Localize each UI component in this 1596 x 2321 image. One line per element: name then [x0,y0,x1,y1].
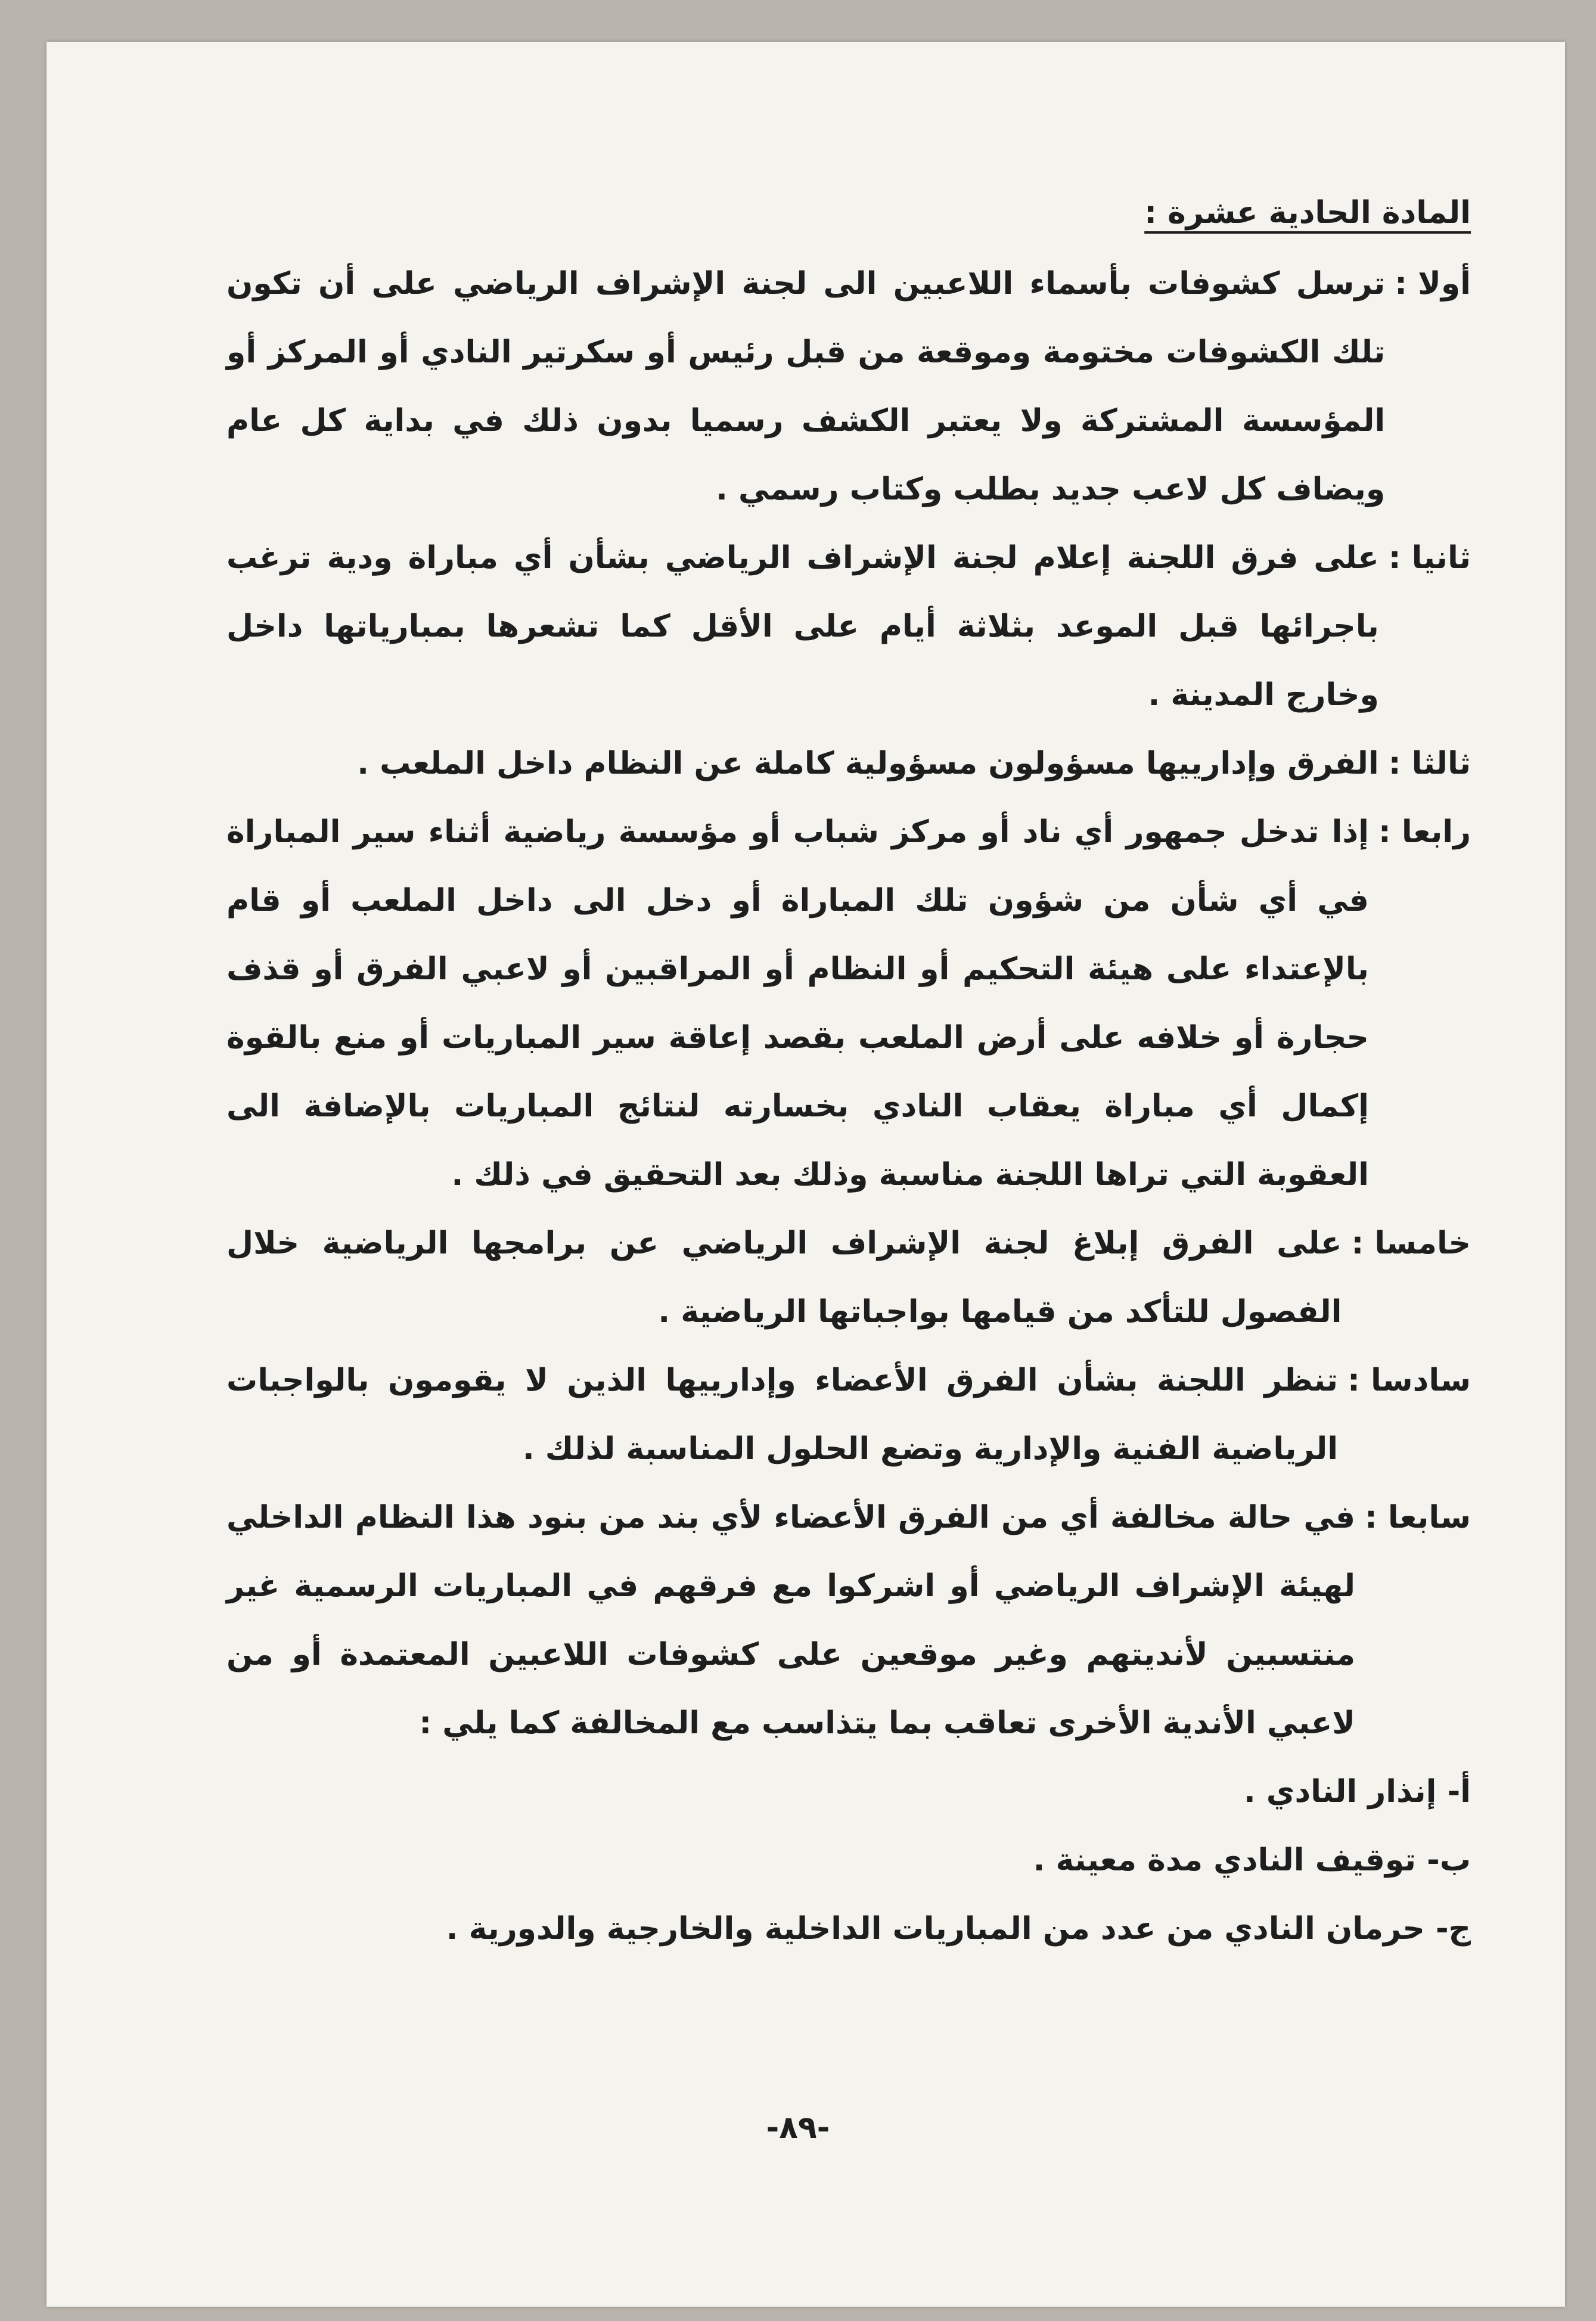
clause-sixth [226,1346,1471,1484]
clause-second [226,524,1471,730]
clause-seventh [226,1484,1471,1758]
clause-label: رابعا : [1378,814,1471,850]
clause-text: تنظر اللجنة بشأن الفرق الأعضاء وإدارييها الذين لا يقومون بالواجبات الرياضية الفنية والإدارية وتضع الحلول المناسبة لذلك . [226,1363,1339,1467]
clause-label: خامسا : [1351,1225,1471,1261]
clause-first [226,250,1471,524]
sub-item-c: ج- حرمان النادي من عدد من المباريات الداخلية والخارجية والدورية . [446,1911,1471,1947]
clause-label: ثالثا : [1388,746,1471,781]
clause-text: على الفرق إبلاغ لجنة الإشراف الرياضي عن برامجها الرياضية خلال الفصول للتأكد من قيامها بواجباتها الرياضية . [226,1225,1342,1330]
document-body [226,179,1471,1963]
clause-text: ترسل كشوفات بأسماء اللاعبين الى لجنة الإشراف الرياضي على أن تكون تلك الكشوفات مختومة وموقعة من قبل رئيس أو سكرتير النادي أو المركز أو المؤسسة المشتركة ولا يعتبر الكشف رسميا بدون ذلك في بداية كل عام ويضاف كل لاعب جديد بطلب وكتاب رسمي . [226,266,1386,507]
clause-label: سابعا : [1365,1500,1471,1535]
clause-text: في حالة مخالفة أي من الفرق الأعضاء لأي بند من بنود هذا النظام الداخلي لهيئة الإشراف الرياضي أو اشركوا مع فرقهم في المباريات الرسمية غير منتسبين لأنديتهم وغير موقعين على كشوفات اللاعبين المعتمدة أو من لاعبي الأندية الأخرى تعاقب بما يتذاسب مع المخالفة كما يلي : [226,1500,1356,1741]
clause-fourth [226,798,1471,1209]
clause-fifth [226,1209,1471,1346]
clause-third [226,730,1471,798]
page-number: -٨٩- [766,2110,830,2146]
clause-label: سادسا : [1347,1363,1471,1398]
clause-label: أولا : [1395,266,1471,302]
sub-item-a: أ- إنذار النادي . [1243,1774,1471,1810]
clause-text: إذا تدخل جمهور أي ناد أو مركز شباب أو مؤسسة رياضية أثناء سير المباراة في أي شأن من شؤون تلك المباراة أو دخل الى داخل الملعب أو قام بالإعتداء على هيئة التحكيم أو النظام أو المراقبين أو لاعبي الفرق أو قذف حجارة أو خلافه على أرض الملعب بقصد إعاقة سير المباريات أو منع بالقوة إكمال أي مباراة يعقاب النادي بخسارته لنتائج المباريات بالإضافة الى العقوبة التي تراها اللجنة مناسبة وذلك بعد التحقيق في ذلك . [226,814,1369,1193]
sub-item-b: ب- توقيف النادي مدة معينة . [1033,1842,1471,1878]
clause-text: الفرق وإدارييها مسؤولون مسؤولية كاملة عن النظام داخل الملعب . [357,746,1379,781]
clause-label: ثانيا : [1388,540,1471,576]
article-heading: المادة الحادية عشرة : [1144,195,1471,231]
clause-text: على فرق اللجنة إعلام لجنة الإشراف الرياضي بشأن أي مباراة ودية ترغب باجرائها قبل الموعد بثلاثة أيام على الأقل كما تشعرها بمبارياتها داخل وخارج المدينة . [226,540,1379,713]
